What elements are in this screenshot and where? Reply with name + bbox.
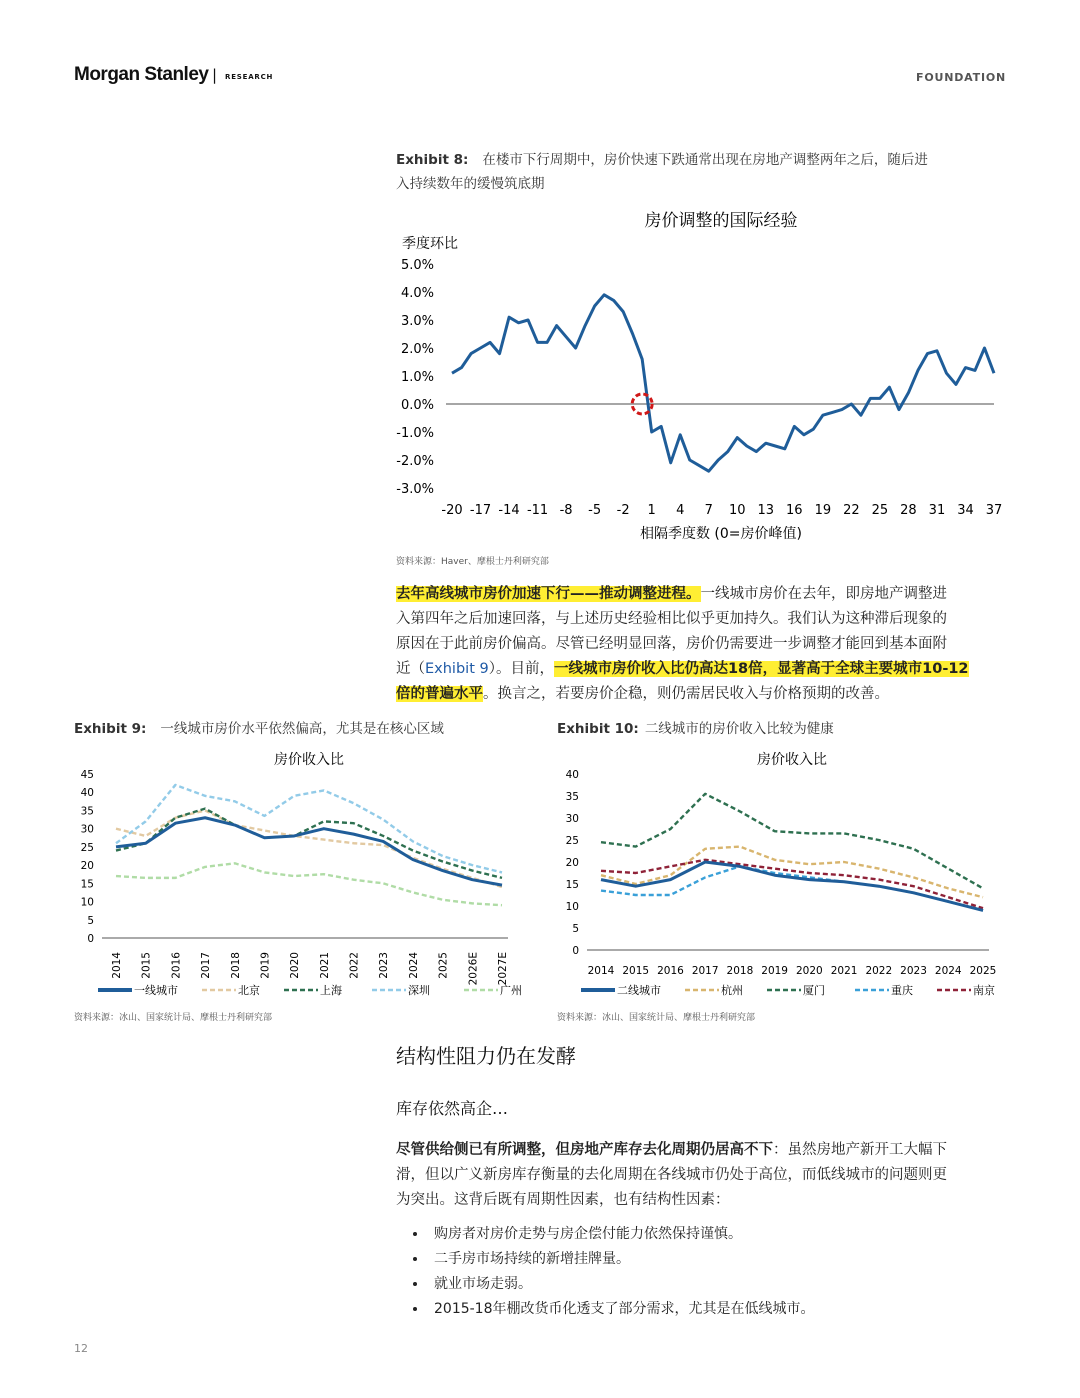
x-tick-label: 10 — [728, 503, 746, 518]
x-tick-label: 2027E — [497, 952, 509, 986]
para1-line4a: 近（ — [396, 661, 425, 677]
exhibit9-title — [74, 717, 444, 741]
x-tick-label: -11 — [526, 503, 549, 518]
highlight-lead-end: 。 — [686, 586, 701, 602]
x-tick-label: 31 — [928, 503, 946, 518]
y-tick-label: 15 — [80, 878, 94, 891]
exhibit8-title — [396, 148, 1016, 196]
y-tick-label: -2.0% — [396, 454, 434, 469]
exhibit10-title-text: 二线城市的房价收入比较为健康 — [644, 721, 834, 737]
y-tick-label: 30 — [565, 813, 579, 825]
x-tick-label: 2017 — [200, 952, 213, 979]
x-tick-label: 19 — [814, 503, 832, 518]
y-tick-label: 0.0% — [400, 398, 434, 413]
y-tick-label: 20 — [80, 860, 94, 873]
x-tick-label: 2017 — [691, 965, 719, 977]
exhibit10-source: 资料来源：冰山、国家统计局、摩根士丹利研究部 — [557, 1013, 756, 1023]
x-tick-label: 2025 — [969, 965, 997, 977]
y-tick-label: 0 — [87, 933, 94, 945]
inventory-lead: 尽管供给侧已有所调整，但房地产库存去化周期仍居高不下 — [396, 1142, 773, 1158]
x-tick-label: 2020 — [795, 965, 823, 977]
highlight-lead: 去年高线城市房价加速下行——推动调整进程 — [396, 586, 686, 602]
exhibit10-chart — [557, 746, 1007, 1002]
x-tick-label: 2020 — [289, 952, 302, 979]
exhibit8-title-line1: 在楼市下行周期中，房价快速下跌通常出现在房地产调整两年之后，随后进 — [482, 152, 928, 168]
x-tick-label: -8 — [559, 503, 573, 518]
x-tick-label: -5 — [588, 503, 602, 518]
y-tick-label: 40 — [80, 787, 94, 800]
x-tick-label: 37 — [985, 503, 1003, 518]
exhibit9-chart — [74, 746, 524, 1002]
x-tick-label: 2016 — [170, 952, 183, 979]
inventory-line3: 为突出。这背后既有周期性因素，也有结构性因素： — [396, 1192, 730, 1208]
legend-label: 北京 — [238, 984, 260, 997]
x-tick-label: 7 — [704, 503, 713, 518]
series-line — [601, 794, 983, 889]
x-tick-label: 16 — [786, 503, 803, 518]
paragraph-first-tier — [396, 582, 1016, 707]
x-tick-label: 34 — [957, 503, 974, 518]
chart-title: 房价收入比 — [274, 752, 344, 768]
x-tick-label: -14 — [498, 503, 520, 518]
y-tick-label: 5 — [572, 923, 579, 935]
para1-line4b: ）。目前， — [488, 661, 554, 677]
x-tick-label: -20 — [441, 503, 463, 518]
highlight-ratio-end: 倍的普遍水平 — [396, 686, 483, 702]
y-tick-label: 35 — [565, 791, 579, 803]
inventory-line2: 滑，但以广义新房库存衡量的去化周期在各线城市仍处于高位，而低线城市的问题则更 — [396, 1167, 947, 1183]
chart-title: 房价收入比 — [757, 752, 827, 768]
x-tick-label: 2025 — [437, 952, 450, 979]
paragraph-inventory — [396, 1138, 1016, 1213]
x-tick-label: 2015 — [622, 965, 650, 977]
x-tick-label: 2018 — [229, 952, 242, 979]
y-tick-label: 5.0% — [400, 258, 434, 273]
chart-title: 房价调整的国际经验 — [644, 211, 798, 231]
y-tick-label: 30 — [80, 823, 94, 836]
exhibit8-source: 资料来源：Haver、摩根士丹利研究部 — [396, 557, 549, 567]
y-tick-label: 5 — [87, 914, 94, 927]
exhibit10-label: Exhibit 10: — [557, 721, 639, 737]
legend-label: 一线城市 — [134, 984, 178, 997]
x-tick-label: 2022 — [865, 965, 893, 977]
list-item: • 2015-18年棚改货币化透支了部分需求，尤其是在低线城市。 — [428, 1297, 1012, 1322]
y-tick-label: 25 — [565, 835, 579, 847]
highlight-ratio: 一线城市房价收入比仍高达18倍，显著高于全球主要城市10-12 — [553, 661, 969, 677]
x-tick-label: 2026E — [467, 952, 480, 986]
legend-label: 二线城市 — [617, 984, 661, 997]
para1-line3: 原因在于此前房价偏高。尽管已经明显回落，房价仍需要进一步调整才能回到基本面附 — [396, 636, 947, 652]
legend-label: 厦门 — [803, 984, 825, 997]
x-tick-label: 28 — [900, 503, 917, 518]
legend-label: 上海 — [320, 984, 342, 997]
x-tick-label: 25 — [871, 503, 889, 518]
list-item: • 购房者对房价走势与房企偿付能力依然保持谨慎。 — [428, 1222, 1012, 1247]
exhibit8-title-line2: 入持续数年的缓慢筑底期 — [396, 176, 545, 192]
para1-line2: 入第四年之后加速回落，与上述历史经验相比似乎更加持久。我们认为这种滞后现象的 — [396, 611, 947, 627]
x-tick-label: 2019 — [761, 965, 789, 977]
y-tick-label: 20 — [565, 857, 579, 869]
header-section: RESEARCH — [225, 73, 274, 81]
para1-line1: 一线城市房价在去年，即房地产调整进 — [700, 586, 947, 602]
legend-label: 深圳 — [408, 984, 430, 997]
series-line — [601, 866, 983, 910]
x-tick-label: 2018 — [726, 965, 754, 977]
series-line — [601, 860, 983, 908]
legend-label: 杭州 — [721, 984, 743, 997]
section-subheading: 库存依然高企… — [396, 1099, 509, 1118]
legend-label: 重庆 — [891, 984, 913, 997]
x-tick-label: 2016 — [657, 965, 684, 977]
para1-line5: 。换言之，若要房价企稳，则仍需居民收入与价格预期的改善。 — [483, 686, 889, 702]
x-tick-label: 2021 — [830, 965, 858, 977]
y-tick-label: 4.0% — [400, 286, 434, 301]
x-tick-label: 1 — [647, 503, 656, 518]
series-line — [116, 809, 502, 878]
page-number: 12 — [74, 1342, 88, 1355]
y-tick-label: 10 — [80, 896, 94, 909]
header-series: FOUNDATION — [916, 71, 1006, 84]
legend-label: 南京 — [973, 984, 995, 997]
x-tick-label: 2021 — [318, 952, 331, 979]
x-tick-label: 4 — [676, 503, 685, 518]
series-line — [452, 295, 994, 471]
y-axis-label: 季度环比 — [402, 236, 458, 252]
x-tick-label: 2024 — [934, 965, 962, 977]
x-tick-label: 2019 — [259, 952, 272, 979]
x-tick-label: 2023 — [900, 965, 927, 977]
y-tick-label: -3.0% — [396, 482, 434, 497]
exhibit8-label: Exhibit 8: — [396, 152, 469, 168]
x-tick-label: 2024 — [407, 952, 420, 979]
legend-label: 广州 — [500, 984, 522, 997]
header-separator: | — [212, 66, 218, 84]
y-tick-label: 1.0% — [400, 370, 434, 385]
x-tick-label: 13 — [757, 503, 775, 518]
factor-list — [412, 1222, 1012, 1322]
y-tick-label: 15 — [565, 879, 579, 891]
x-tick-label: 2015 — [140, 952, 153, 979]
exhibit8-chart — [396, 200, 1016, 550]
x-tick-label: -17 — [469, 503, 492, 518]
y-tick-label: 3.0% — [400, 314, 434, 329]
y-tick-label: 2.0% — [400, 342, 434, 357]
y-tick-label: 25 — [80, 841, 94, 854]
x-tick-label: 22 — [843, 503, 860, 518]
y-tick-label: 10 — [565, 901, 579, 913]
x-axis-label: 相隔季度数 (0=房价峰值) — [639, 526, 803, 542]
section-heading: 结构性阻力仍在发酵 — [396, 1044, 576, 1068]
y-tick-label: 0 — [572, 945, 579, 957]
list-item: • 就业市场走弱。 — [428, 1272, 1012, 1297]
x-tick-label: -2 — [616, 503, 630, 518]
y-tick-label: 45 — [80, 769, 94, 781]
y-tick-label: -1.0% — [396, 426, 434, 441]
exhibit9-label: Exhibit 9: — [74, 721, 147, 737]
list-item: • 二手房市场持续的新增挂牌量。 — [428, 1247, 1012, 1272]
series-line — [116, 785, 502, 872]
exhibit10-title — [557, 717, 834, 741]
x-tick-label: 2023 — [378, 952, 391, 979]
x-tick-label: 2014 — [587, 965, 615, 977]
y-tick-label: 40 — [565, 769, 579, 781]
y-tick-label: 35 — [80, 805, 94, 818]
brand-logo: Morgan Stanley — [74, 64, 209, 85]
inventory-line1: ：虽然房地产新开工大幅下 — [773, 1142, 947, 1158]
x-tick-label: 2022 — [348, 952, 361, 979]
x-tick-label: 2014 — [111, 952, 123, 979]
exhibit9-title-text: 一线城市房价水平依然偏高，尤其是在核心区域 — [160, 721, 444, 737]
exhibit9-source: 资料来源：冰山、国家统计局、摩根士丹利研究部 — [74, 1013, 273, 1023]
exhibit9-link[interactable]: Exhibit 9 — [425, 661, 489, 677]
